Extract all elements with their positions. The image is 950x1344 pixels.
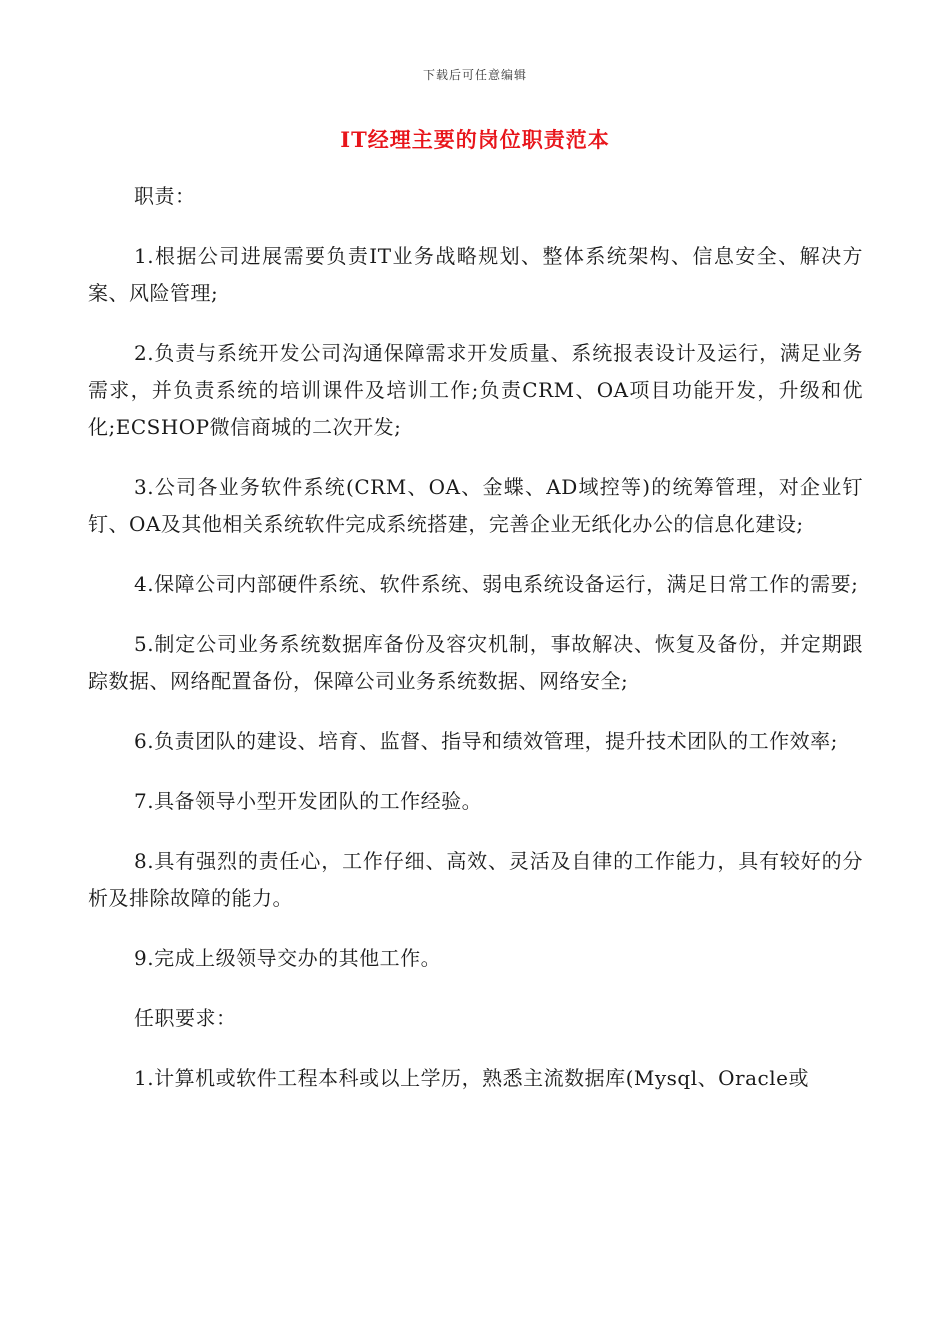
header-note: 下载后可任意编辑 [422,68,527,82]
duties-heading: 职责： [134,184,196,208]
duty-item-1: 1.根据公司进展需要负责IT业务战略规划、整体系统架构、信息安全、解决方案、风险管理; [88,244,863,305]
duty-item-4: 4.保障公司内部硬件系统、软件系统、弱电系统设备运行，满足日常工作的需要; [134,572,859,596]
duty-item-6: 6.负责团队的建设、培育、监督、指导和绩效管理，提升技术团队的工作效率; [134,729,838,753]
requirements-heading: 任职要求： [134,1006,237,1030]
duty-item-7: 7.具备领导小型开发团队的工作经验。 [134,789,483,813]
requirement-item-1: 1.计算机或软件工程本科或以上学历，熟悉主流数据库(Mysql、Oracle或 [134,1066,809,1090]
duty-item-9: 9.完成上级领导交办的其他工作。 [134,946,442,970]
duty-item-2: 2.负责与系统开发公司沟通保障需求开发质量、系统报表设计及运行，满足业务需求，并负责系统的培训课件及培训工作;负责CRM、OA项目功能开发，升级和优化;ECSHOP微信商城的二次开发; [88,341,863,439]
document-body [88,178,863,1120]
duty-item-3: 3.公司各业务软件系统(CRM、OA、金蝶、AD域控等)的统筹管理，对企业钉钉、OA及其他相关系统软件完成系统搭建，完善企业无纸化办公的信息化建设; [88,475,863,536]
duty-item-8: 8.具有强烈的责任心，工作仔细、高效、灵活及自律的工作能力，具有较好的分析及排除故障的能力。 [88,849,863,910]
document-title: IT经理主要的岗位职责范本 [340,127,610,152]
duty-item-5: 5.制定公司业务系统数据库备份及容灾机制，事故解决、恢复及备份，并定期跟踪数据、网络配置备份，保障公司业务系统数据、网络安全; [88,632,863,693]
